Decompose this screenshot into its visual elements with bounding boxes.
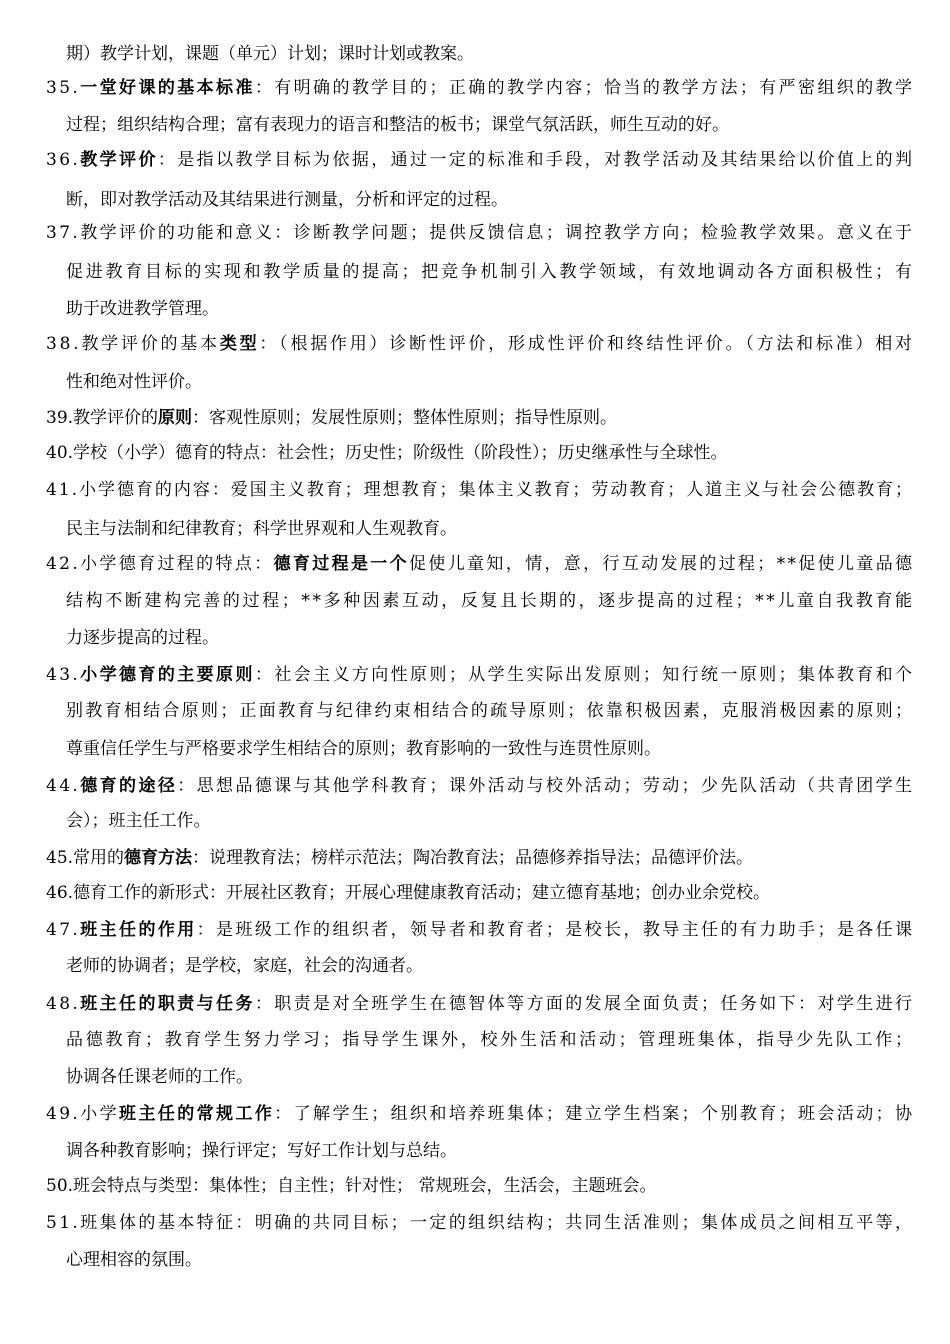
text-segment: ：是指以教学目标为依据，通过一定的标准和手段，对教学活动及其结果给以价值上的判 xyxy=(157,150,915,170)
text-segment: ：社会主义方向性原则；从学生实际出发原则；知行统一原则；集体教育和个 xyxy=(254,665,915,685)
text-segment: 期）教学计划，课题（单元）计划；课时计划或教案。 xyxy=(66,44,474,64)
item-44-line-2 xyxy=(66,810,211,832)
text-segment: 促使儿童知，情，意，行互动发展的过程；**促使儿童品德 xyxy=(409,554,915,574)
text-segment: 助于改进教学管理。 xyxy=(66,299,219,319)
bold-term: 原则 xyxy=(158,408,193,428)
text-segment: 断，即对教学活动及其结果进行测量，分析和评定的过程。 xyxy=(66,190,508,210)
item-48-line-2 xyxy=(66,1029,915,1051)
bold-term: 德育的途径 xyxy=(80,776,178,796)
text-segment: 50.班会特点与类型：集体性；自主性；针对性； 常规班会，生活会，主题班会。 xyxy=(46,1176,657,1196)
text-segment: 42.小学德育过程的特点： xyxy=(46,554,274,574)
item-41-line-1 xyxy=(46,479,914,501)
item-48-line-1 xyxy=(46,993,914,1015)
text-segment: 品德教育；教育学生努力学习；指导学生课外，校外生活和活动；管理班集体，指导少先队工作； xyxy=(66,1030,915,1050)
item-35-line-2 xyxy=(66,114,729,136)
text-segment: 协调各任课老师的工作。 xyxy=(66,1067,253,1087)
text-segment: ：了解学生；组织和培养班集体；建立学生档案；个别教育；班会活动；协 xyxy=(274,1104,915,1124)
bold-term: 德育过程是一个 xyxy=(273,554,409,574)
text-segment: 44. xyxy=(46,776,81,796)
item-38-line-1 xyxy=(46,333,915,355)
item-42-line-2 xyxy=(66,590,915,612)
item-38-line-2 xyxy=(66,371,202,393)
text-segment: 41.小学德育的内容：爱国主义教育；理想教育；集体主义教育；劳动教育；人道主义与社会公德教育； xyxy=(46,480,915,500)
text-segment: ：（根据作用）诊断性评价，形成性评价和终结性评价。（方法和标准）相对 xyxy=(259,334,915,354)
item-42-line-3 xyxy=(66,627,219,649)
item-50-line-1 xyxy=(46,1175,656,1197)
text-segment: 40.学校（小学）德育的特点：社会性；历史性；阶级性（阶段性）；历史继承性与全球性。 xyxy=(46,443,728,463)
item-42-line-1 xyxy=(46,553,914,575)
item-47-line-1 xyxy=(46,919,914,941)
bold-term: 班主任的作用 xyxy=(80,920,197,940)
item-43-line-1 xyxy=(46,664,914,686)
item-43-line-3 xyxy=(66,738,661,760)
text-segment: 会）；班主任工作。 xyxy=(66,811,211,831)
bold-term: 小学德育的主要原则 xyxy=(80,665,255,685)
bold-term: 一堂好课的基本标准 xyxy=(80,78,255,98)
item-37-line-2 xyxy=(66,261,915,283)
text-segment: 37.教学评价的功能和意义：诊断教学问题；提供反馈信息；调控教学方向；检验教学效果。意义在于 xyxy=(46,223,915,243)
text-segment: 47. xyxy=(46,920,81,940)
item-45-line-1 xyxy=(46,847,753,869)
text-segment: 36. xyxy=(46,150,81,170)
item-49-line-1 xyxy=(46,1103,914,1125)
text-segment: ：有明确的教学目的；正确的教学内容；恰当的教学方法；有严密组织的教学 xyxy=(254,78,915,98)
text-segment: 别教育相结合原则；正面教育与纪律约束相结合的疏导原则；依靠积极因素，克服消极因素的原则； xyxy=(66,701,915,721)
text-segment: 调各种教育影响；操行评定；写好工作计划与总结。 xyxy=(66,1141,457,1161)
bold-term: 教学评价 xyxy=(80,150,158,170)
bold-term: 班主任的常规工作 xyxy=(119,1104,275,1124)
item-37-line-3 xyxy=(66,298,219,320)
item-48-line-3 xyxy=(66,1066,253,1088)
item-40-line-1 xyxy=(46,442,728,464)
text-segment: 过程；组织结构合理；富有表现力的语言和整洁的板书；课堂气氛活跃，师生互动的好。 xyxy=(66,115,729,135)
item-37-line-1 xyxy=(46,222,914,244)
text-segment: 51.班集体的基本特征：明确的共同目标；一定的组织结构；共同生活准则；集体成员之间相互平等， xyxy=(46,1213,915,1233)
text-segment: ：是班级工作的组织者，领导者和教育者；是校长，教导主任的有力助手；是各任课 xyxy=(196,920,915,940)
item-39-line-1 xyxy=(46,407,617,429)
text-segment: 促进教育目标的实现和教学质量的提高；把竞争机制引入教学领域，有效地调动各方面积极性；有 xyxy=(66,262,915,282)
text-segment: ：思想品德课与其他学科教育；课外活动与校外活动；劳动；少先队活动（共青团学生 xyxy=(177,776,915,796)
bold-term: 班主任的职责与任务 xyxy=(80,994,255,1014)
text-segment: 49.小学 xyxy=(46,1104,120,1124)
item-36-line-2 xyxy=(66,189,508,211)
item-36-line-1 xyxy=(46,149,914,171)
text-segment: 35. xyxy=(46,78,81,98)
text-segment: 民主与法制和纪律教育；科学世界观和人生观教育。 xyxy=(66,519,457,539)
text-segment: 46.德育工作的新形式：开展社区教育；开展心理健康教育活动；建立德育基地；创办业余党校。 xyxy=(46,883,771,903)
text-segment: 43. xyxy=(46,665,81,685)
continued-line xyxy=(66,43,474,65)
text-segment: 48. xyxy=(46,994,81,1014)
item-49-line-2 xyxy=(66,1140,457,1162)
item-41-line-2 xyxy=(66,518,457,540)
bold-term: 德育方法 xyxy=(124,848,193,868)
item-46-line-1 xyxy=(46,882,770,904)
item-44-line-1 xyxy=(46,775,914,797)
text-segment: 结构不断建构完善的过程；**多种因素互动，反复且长期的，逐步提高的过程；**儿童自我教育能 xyxy=(66,591,915,611)
item-43-line-2 xyxy=(66,700,914,722)
item-51-line-1 xyxy=(46,1212,914,1234)
text-segment: 性和绝对性评价。 xyxy=(66,372,202,392)
item-35-line-1 xyxy=(46,77,914,99)
bold-term: 类型 xyxy=(219,334,260,354)
item-47-line-2 xyxy=(66,955,423,977)
text-segment: 39.教学评价的 xyxy=(46,408,159,428)
text-segment: ：职责是对全班学生在德智体等方面的发展全面负责；任务如下：对学生进行 xyxy=(254,994,915,1014)
text-segment: 心理相容的氛围。 xyxy=(66,1250,202,1270)
item-51-line-2 xyxy=(66,1249,202,1271)
text-segment: ：说理教育法；榜样示范法；陶冶教育法；品德修养指导法；品德评价法。 xyxy=(192,848,754,868)
text-segment: ：客观性原则；发展性原则；整体性原则；指导性原则。 xyxy=(192,408,618,428)
text-segment: 尊重信任学生与严格要求学生相结合的原则；教育影响的一致性与连贯性原则。 xyxy=(66,739,661,759)
text-segment: 力逐步提高的过程。 xyxy=(66,628,219,648)
text-segment: 老师的协调者；是学校，家庭，社会的沟通者。 xyxy=(66,956,423,976)
text-segment: 38.教学评价的基本 xyxy=(46,334,220,354)
text-segment: 45.常用的 xyxy=(46,848,125,868)
